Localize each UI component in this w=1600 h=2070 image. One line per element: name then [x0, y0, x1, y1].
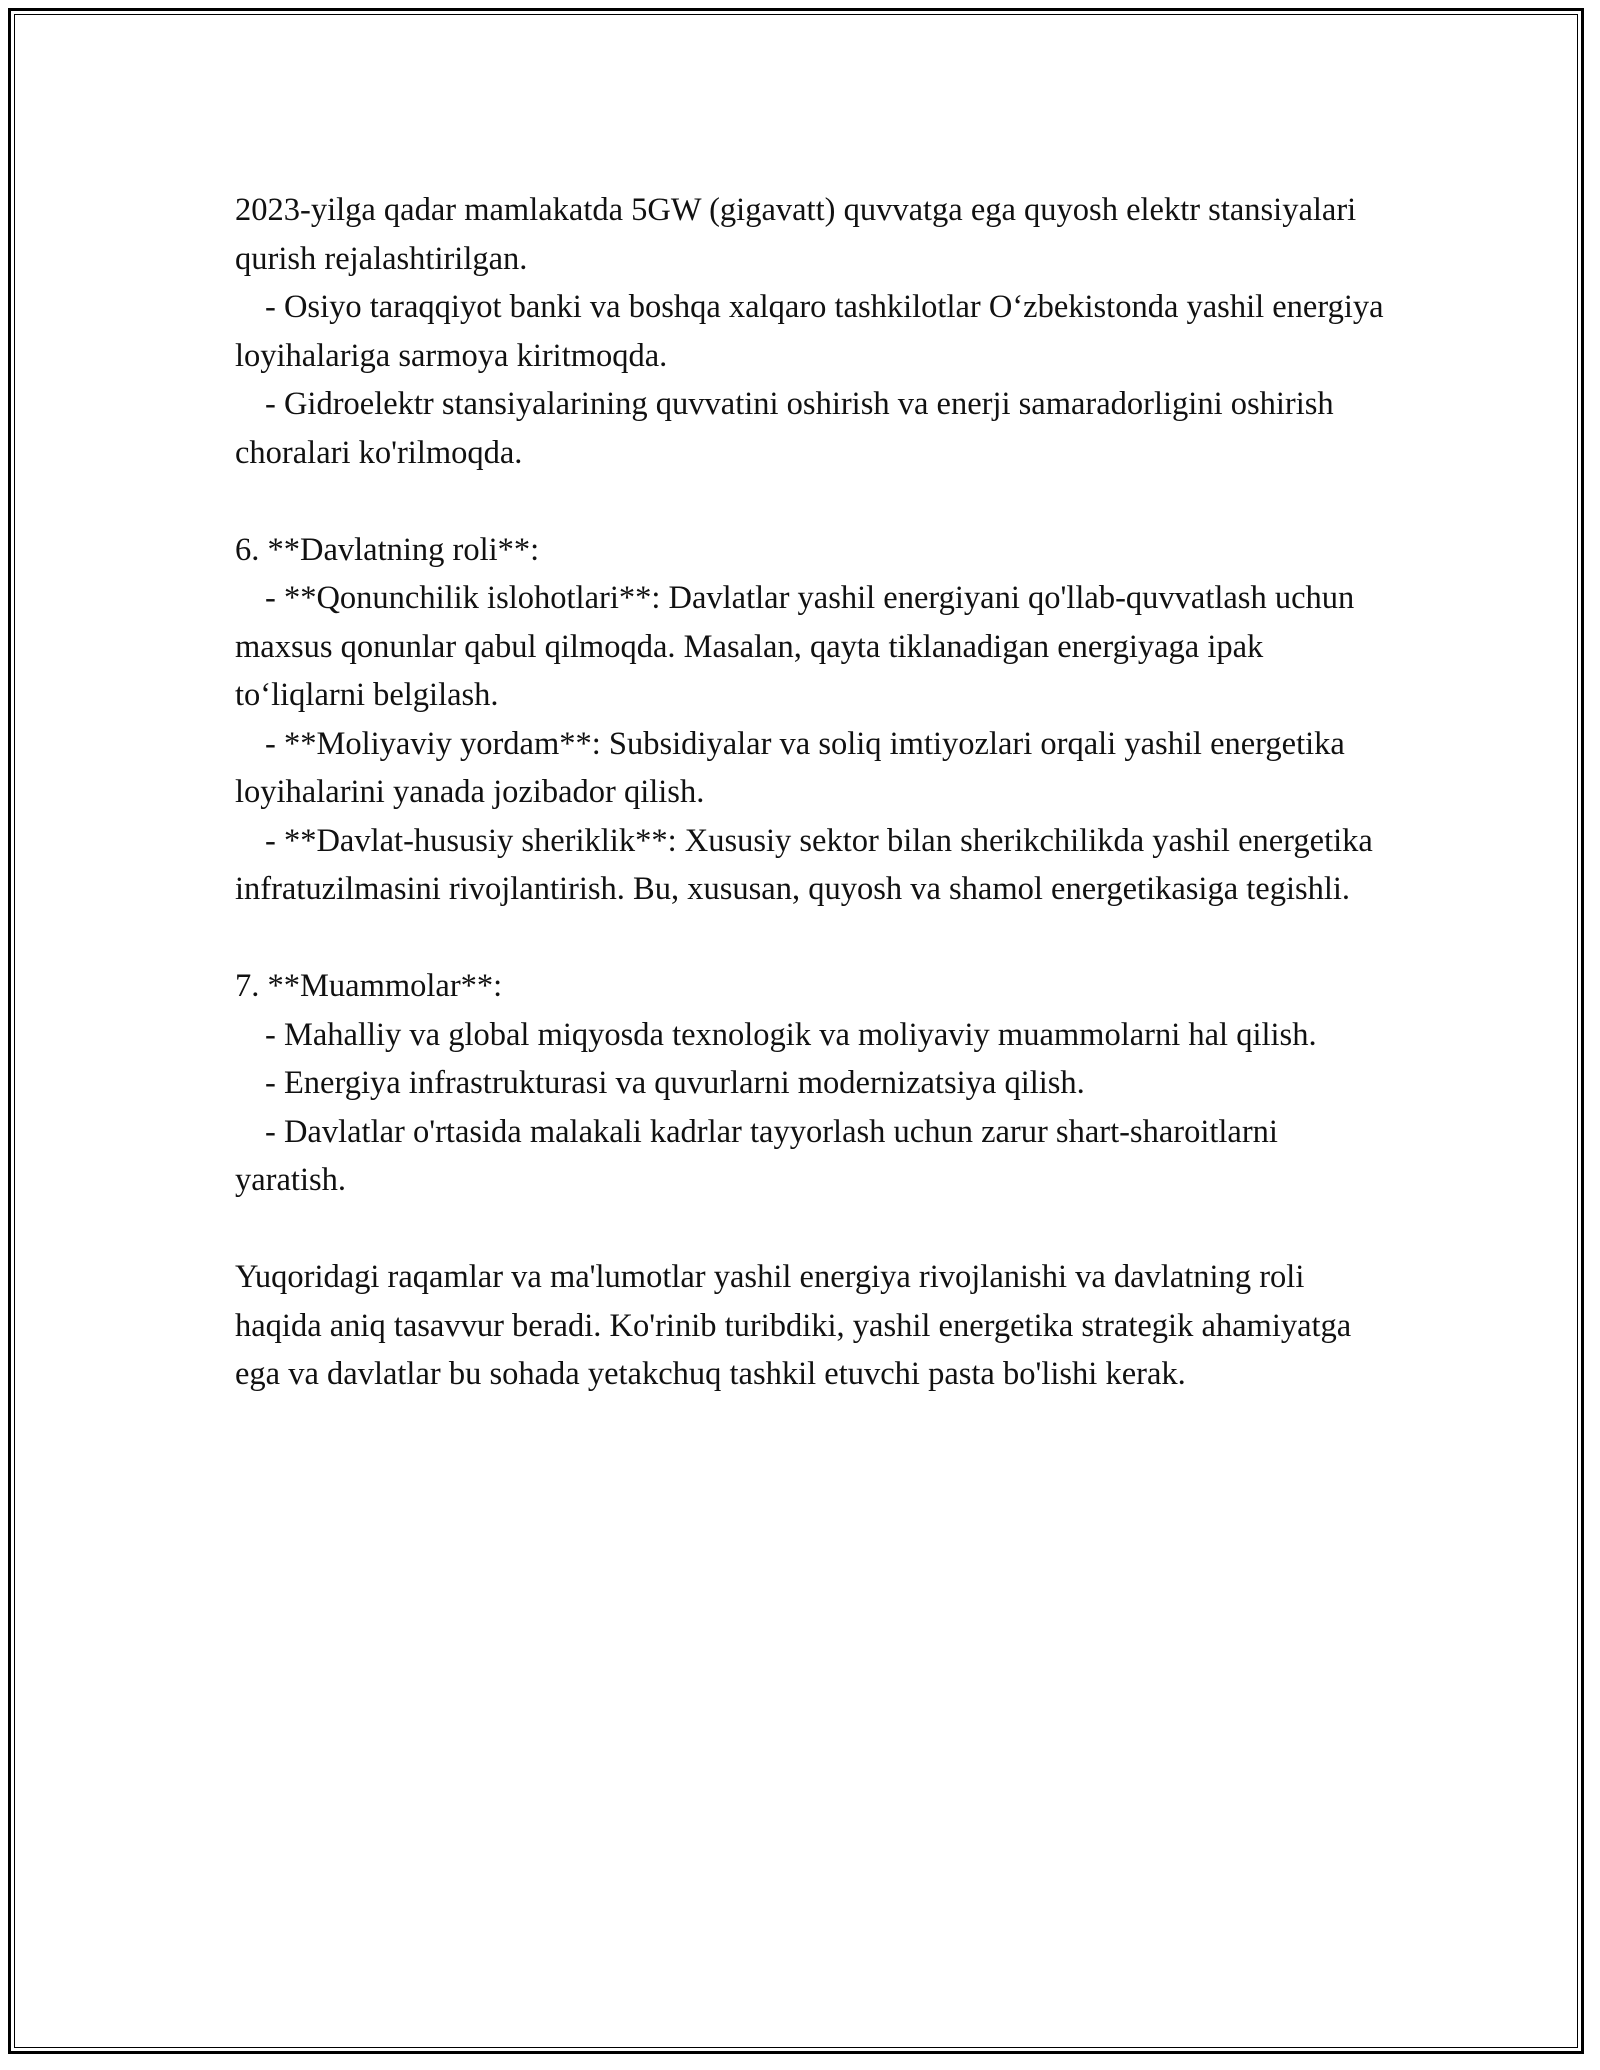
- section-7-bullet-2-text: - Energiya infrastrukturasi va quvurlarni modernizatsiya qilish.: [265, 1065, 1085, 1101]
- section-6-bullet-1: [235, 574, 1385, 720]
- section-7-bullet-3: [235, 1108, 1385, 1205]
- section-6-bullet-3-text: - **Davlat-hususiy sheriklik**: Xususiy sektor bilan sherikchilikda yashil energetika infratuzilmasini rivojlantirish. Bu, xususan, quyosh va shamol energetikasiga tegishli.: [235, 822, 1381, 907]
- section-7-bullet-2: [235, 1059, 1385, 1108]
- section-6-bullet-2: [235, 720, 1385, 817]
- section-7-bullet-3-text: - Davlatlar o'rtasida malakali kadrlar tayyorlash uchun zarur shart-sharoitlarni yaratish.: [235, 1113, 1287, 1198]
- section-6-bullet-1-text: - **Qonunchilik islohotlari**: Davlatlar yashil energiyani qo'llab-quvvatlash uchun maxsus qonunlar qabul qilmoqda. Masalan, qayta tiklanadigan energiyaga ipak to‘liqlarni belgilash.: [235, 580, 1363, 713]
- section-6-bullet-3: [235, 817, 1385, 914]
- section-6-heading: 6. **Davlatning roli**:: [235, 531, 540, 568]
- section-7-heading: 7. **Muammolar**:: [235, 968, 503, 1004]
- intro-paragraph: 2023-yilga qadar mamlakatda 5GW (gigavatt) quvvatga ega quyosh elektr stansiyalari qurish rejalashtirilgan.: [235, 192, 1365, 277]
- document-body: [235, 186, 1392, 1399]
- section-7-bullet-1-text: - Mahalliy va global miqyosda texnologik va moliyaviy muammolarni hal qilish.: [265, 1016, 1317, 1053]
- section-6-bullet-2-text: - **Moliyaviy yordam**: Subsidiyalar va soliq imtiyozlari orqali yashil energetika loyihalarini yanada jozibador qilish.: [235, 725, 1353, 810]
- paragraph-gap: [235, 914, 1385, 963]
- intro-bullet-2-text: - Gidroelektr stansiyalarining quvvatini oshirish va enerji samaradorligini oshirish choralari ko'rilmoqda.: [235, 386, 1342, 471]
- intro-bullet-1: [235, 283, 1392, 380]
- section-7-bullet-1: [235, 1011, 1385, 1060]
- paragraph-gap: [235, 477, 1385, 526]
- paragraph-gap: [235, 1205, 1385, 1254]
- intro-bullet-1-text: - Osiyo taraqqiyot banki va boshqa xalqaro tashkilotlar O‘zbekistonda yashil energiya loyihalariga sarmoya kiritmoqda.: [235, 289, 1392, 374]
- conclusion-paragraph: Yuqoridagi raqamlar va ma'lumotlar yashil energiya rivojlanishi va davlatning roli haqida aniq tasavvur beradi. Ko'rinib turibdiki, yashil energetika strategik ahamiyatga ega va davlatlar bu sohada yetakchuq tashkil etuvchi pasta bo'lishi kerak.: [235, 1259, 1360, 1392]
- intro-bullet-2: [235, 380, 1385, 477]
